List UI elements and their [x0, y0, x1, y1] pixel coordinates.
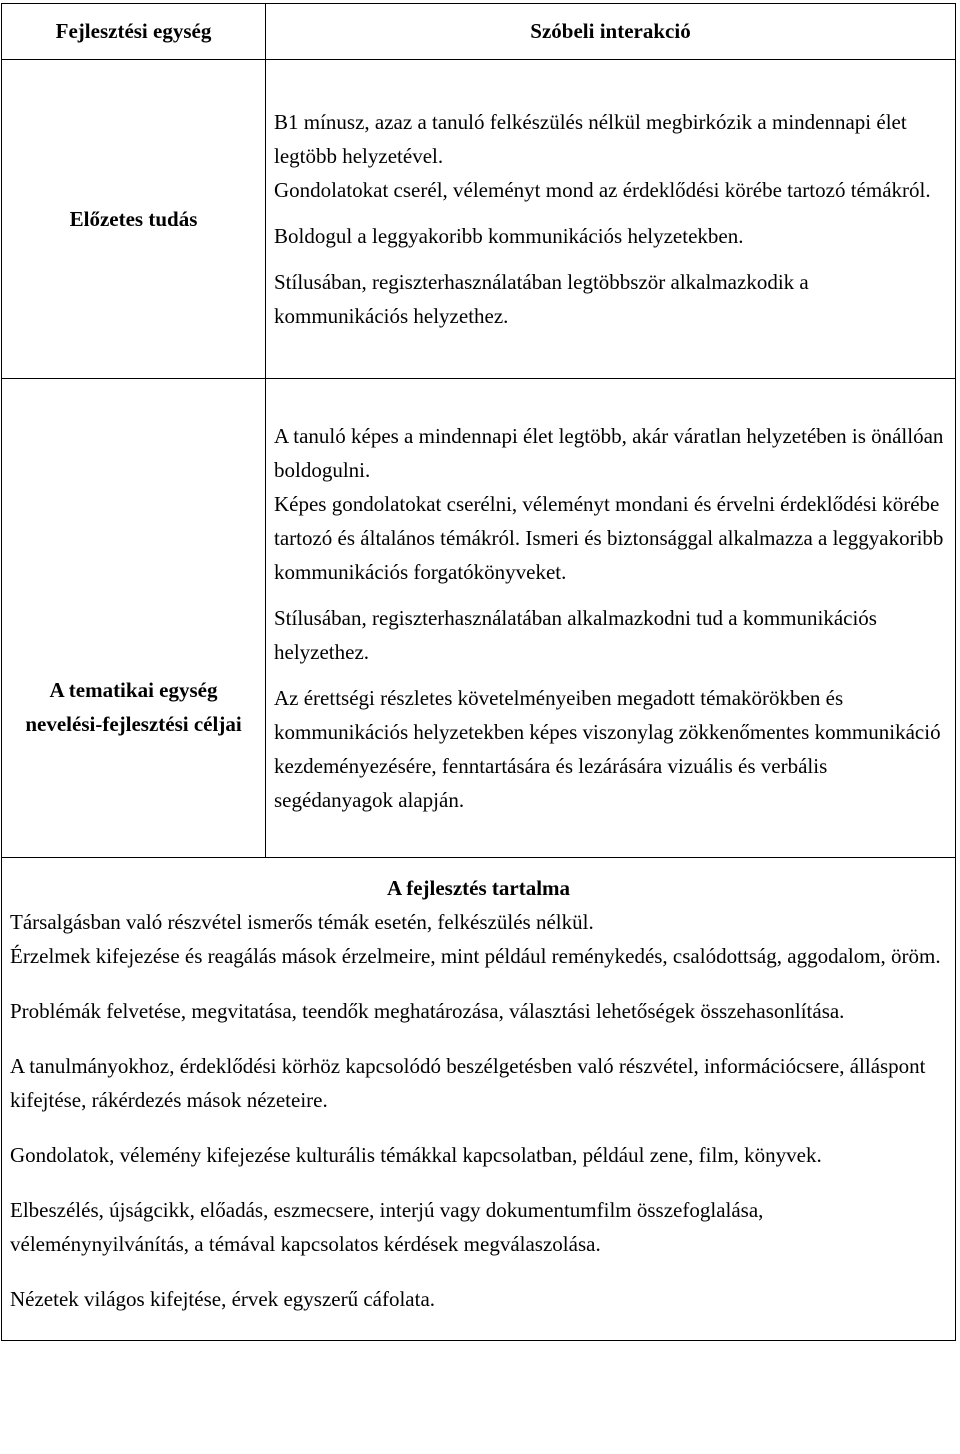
prior-knowledge-label: Előzetes tudás [2, 60, 266, 379]
content-paragraph: Nézetek világos kifejtése, érvek egyszerű cáfolata. [10, 1287, 436, 1311]
content-paragraph: Érzelmek kifejezése és reagálás mások érzelmeire, mint például reménykedés, csalódottság, aggodalom, öröm. [10, 944, 941, 968]
prior-knowledge-text [266, 60, 956, 379]
header-row [2, 4, 955, 60]
content-body [2, 905, 955, 1340]
prior-paragraph: Gondolatokat cserél, véleményt mond az érdeklődési körébe tartozó témákról. [274, 178, 931, 202]
header-col1: Fejlesztési egység [2, 4, 266, 60]
content-paragraph: Problémák felvetése, megvitatása, teendők meghatározása, választási lehetőségek összehasonlítása. [10, 999, 845, 1023]
prior-paragraph: B1 mínusz, azaz a tanuló felkészülés nélkül megbirkózik a mindennapi élet legtöbb helyzetével. [274, 110, 907, 168]
goals-label-text: A tematikai egység nevelési-fejlesztési céljai [25, 678, 242, 736]
goals-label [2, 379, 266, 858]
prior-paragraph: Stílusában, regiszterhasználatában legtöbbször alkalmazkodik a kommunikációs helyzethez. [274, 270, 809, 328]
prior-paragraph: Boldogul a leggyakoribb kommunikációs helyzetekben. [274, 224, 744, 248]
header-col2: Szóbeli interakció [266, 4, 956, 60]
content-paragraph: Gondolatok, vélemény kifejezése kulturális témákkal kapcsolatban, például zene, film, könyvek. [10, 1143, 822, 1167]
goals-paragraph: Képes gondolatokat cserélni, véleményt mondani és érvelni érdeklődési körébe tartozó és általános témákról. Ismeri és biztonsággal alkalmazza a leggyakoribb kommunikációs forgatókönyveket. [274, 492, 944, 584]
goals-row [2, 379, 955, 858]
development-unit-table [2, 4, 955, 858]
goals-paragraph: Stílusában, regiszterhasználatában alkalmazkodni tud a kommunikációs helyzethez. [274, 606, 877, 664]
goals-text [266, 379, 956, 858]
curriculum-table [1, 3, 956, 1341]
content-title: A fejlesztés tartalma [386, 876, 571, 900]
content-paragraph: A tanulmányokhoz, érdeklődési körhöz kapcsolódó beszélgetésben való részvétel, információcsere, álláspont kifejtése, rákérdezés mások nézeteire. [10, 1054, 926, 1112]
goals-paragraph: Az érettségi részletes követelményeiben megadott témakörökben és kommunikációs helyzetekben képes viszonylag zökkenőmentes kommunikáció kezdeményezésére, fenntartására és lezárására vizuális és verbális segédanyagok alapján. [274, 686, 941, 812]
goals-paragraph: A tanuló képes a mindennapi élet legtöbb, akár váratlan helyzetében is önállóan boldogulni. [274, 424, 944, 482]
content-paragraph: Társalgásban való részvétel ismerős témák esetén, felkészülés nélkül. [10, 910, 594, 934]
prior-knowledge-row [2, 60, 955, 379]
content-paragraph: Elbeszélés, újságcikk, előadás, eszmecsere, interjú vagy dokumentumfilm összefoglalása, véleménynyilvánítás, a témával kapcsolatos kérdések megválaszolása. [10, 1198, 764, 1256]
